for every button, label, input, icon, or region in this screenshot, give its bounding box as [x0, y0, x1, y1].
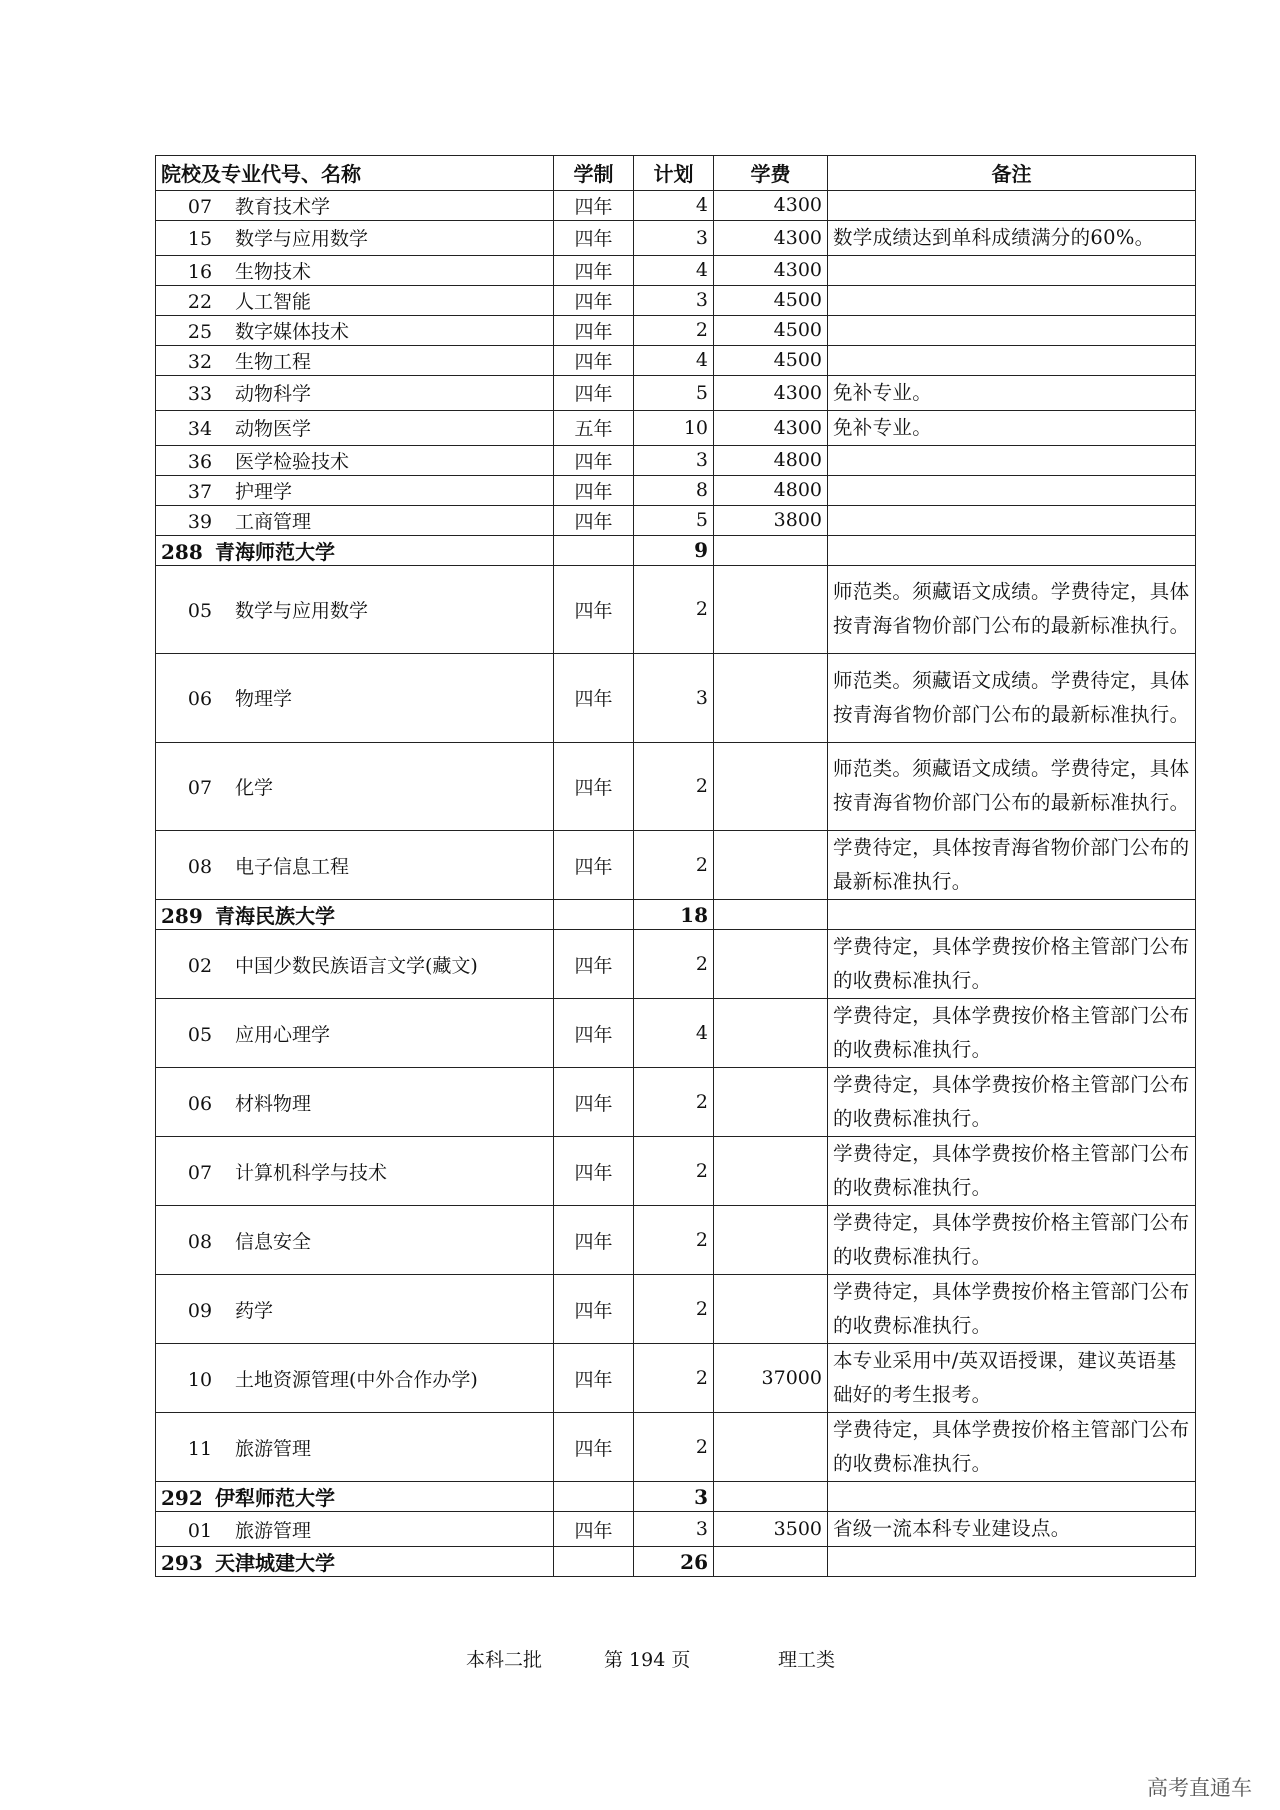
cell-name	[156, 505, 554, 535]
cell-fee	[714, 535, 828, 565]
school-row	[156, 900, 1196, 930]
cell-duration: 四年	[554, 475, 634, 505]
major-code: 06	[187, 1092, 213, 1115]
table-body	[156, 190, 1196, 1577]
cell-name	[156, 930, 554, 999]
cell-note	[828, 1547, 1196, 1577]
cell-fee: 4300	[714, 255, 828, 285]
cell-fee	[714, 831, 828, 900]
major-name: 生物工程	[235, 350, 312, 373]
cell-name	[156, 375, 554, 410]
footer-category: 理工类	[778, 1649, 836, 1671]
major-code: 07	[187, 195, 213, 218]
cell-plan: 10	[634, 410, 714, 445]
cell-duration: 四年	[554, 831, 634, 900]
cell-fee	[714, 900, 828, 930]
cell-fee	[714, 1275, 828, 1344]
cell-duration: 四年	[554, 1413, 634, 1482]
school-row	[156, 1547, 1196, 1577]
school-code: 293	[161, 1551, 203, 1575]
major-code: 09	[187, 1299, 213, 1322]
cell-duration: 四年	[554, 742, 634, 831]
cell-plan: 4	[634, 999, 714, 1068]
major-name: 动物医学	[235, 418, 312, 440]
cell-fee	[714, 1413, 828, 1482]
major-row	[156, 220, 1196, 255]
major-row	[156, 445, 1196, 475]
cell-note: 学费待定，具体学费按价格主管部门公布的收费标准执行。	[828, 1137, 1196, 1206]
cell-note: 免补专业。	[828, 375, 1196, 410]
cell-duration: 四年	[554, 190, 634, 220]
cell-note: 师范类。须藏语文成绩。学费待定，具体按青海省物价部门公布的最新标准执行。	[828, 742, 1196, 831]
cell-name	[156, 831, 554, 900]
cell-fee: 4300	[714, 220, 828, 255]
cell-duration: 四年	[554, 565, 634, 654]
cell-fee	[714, 1068, 828, 1137]
cell-duration: 四年	[554, 654, 634, 743]
cell-name	[156, 1413, 554, 1482]
cell-plan: 3	[634, 220, 714, 255]
major-row	[156, 410, 1196, 445]
major-name: 护理学	[235, 480, 293, 503]
cell-name	[156, 475, 554, 505]
major-name: 旅游管理	[235, 1437, 312, 1460]
school-row	[156, 1482, 1196, 1512]
major-code: 34	[187, 418, 213, 440]
cell-duration	[554, 900, 634, 930]
cell-duration: 四年	[554, 1206, 634, 1275]
cell-plan: 8	[634, 475, 714, 505]
cell-name	[156, 742, 554, 831]
cell-name	[156, 315, 554, 345]
header-name: 院校及专业代号、名称	[156, 156, 554, 191]
major-name: 医学检验技术	[235, 450, 350, 473]
cell-note	[828, 190, 1196, 220]
major-name: 动物科学	[235, 383, 312, 405]
footer-page-number: 第 194 页	[604, 1649, 691, 1671]
cell-fee: 4300	[714, 190, 828, 220]
cell-duration: 四年	[554, 930, 634, 999]
cell-duration: 四年	[554, 505, 634, 535]
cell-duration: 四年	[554, 1344, 634, 1413]
page-footer	[0, 1645, 1280, 1675]
school-row	[156, 535, 1196, 565]
cell-plan: 2	[634, 742, 714, 831]
cell-plan: 3	[634, 1512, 714, 1547]
cell-name	[156, 1068, 554, 1137]
major-row	[156, 999, 1196, 1068]
major-row	[156, 1275, 1196, 1344]
major-name: 药学	[235, 1299, 274, 1322]
major-name: 化学	[235, 776, 274, 799]
school-name: 青海师范大学	[215, 539, 335, 564]
cell-fee: 4300	[714, 410, 828, 445]
cell-name	[156, 1547, 554, 1577]
major-name: 信息安全	[235, 1230, 312, 1253]
major-row	[156, 505, 1196, 535]
cell-plan: 3	[634, 1482, 714, 1512]
cell-fee: 4500	[714, 315, 828, 345]
cell-note: 学费待定，具体按青海省物价部门公布的最新标准执行。	[828, 831, 1196, 900]
cell-plan: 5	[634, 375, 714, 410]
table-header-row	[156, 156, 1196, 191]
cell-note: 本专业采用中/英双语授课，建议英语基础好的考生报考。	[828, 1344, 1196, 1413]
cell-note	[828, 535, 1196, 565]
cell-fee	[714, 1206, 828, 1275]
school-code: 292	[161, 1486, 203, 1510]
cell-plan: 2	[634, 315, 714, 345]
cell-name	[156, 900, 554, 930]
major-code: 36	[187, 450, 213, 473]
major-name: 应用心理学	[235, 1023, 331, 1046]
major-row	[156, 565, 1196, 654]
major-code: 11	[187, 1437, 213, 1460]
cell-note	[828, 255, 1196, 285]
cell-plan: 2	[634, 1344, 714, 1413]
cell-name	[156, 654, 554, 743]
major-code: 02	[187, 954, 213, 977]
cell-note: 数学成绩达到单科成绩满分的60%。	[828, 220, 1196, 255]
cell-note: 学费待定，具体学费按价格主管部门公布的收费标准执行。	[828, 1206, 1196, 1275]
cell-plan: 26	[634, 1547, 714, 1577]
cell-fee	[714, 1137, 828, 1206]
cell-fee: 3500	[714, 1512, 828, 1547]
cell-fee: 4300	[714, 375, 828, 410]
major-code: 08	[187, 1230, 213, 1253]
cell-fee: 4500	[714, 285, 828, 315]
major-code: 07	[187, 1161, 213, 1184]
school-name: 天津城建大学	[215, 1551, 335, 1575]
cell-plan: 2	[634, 1206, 714, 1275]
cell-name	[156, 565, 554, 654]
cell-fee: 37000	[714, 1344, 828, 1413]
major-name: 计算机科学与技术	[235, 1161, 388, 1184]
cell-note: 学费待定，具体学费按价格主管部门公布的收费标准执行。	[828, 1413, 1196, 1482]
major-code: 15	[187, 228, 213, 250]
cell-fee	[714, 742, 828, 831]
major-row	[156, 930, 1196, 999]
major-name: 数学与应用数学	[235, 228, 369, 250]
school-name: 青海民族大学	[215, 904, 335, 928]
cell-plan: 3	[634, 654, 714, 743]
cell-plan: 2	[634, 831, 714, 900]
cell-duration: 五年	[554, 410, 634, 445]
cell-fee: 4800	[714, 475, 828, 505]
cell-note: 免补专业。	[828, 410, 1196, 445]
cell-name	[156, 535, 554, 565]
major-row	[156, 1068, 1196, 1137]
major-name: 工商管理	[235, 510, 312, 533]
cell-name	[156, 999, 554, 1068]
major-row	[156, 285, 1196, 315]
cell-plan: 2	[634, 1413, 714, 1482]
cell-duration: 四年	[554, 345, 634, 375]
cell-note: 学费待定，具体学费按价格主管部门公布的收费标准执行。	[828, 1068, 1196, 1137]
cell-duration: 四年	[554, 445, 634, 475]
major-code: 22	[187, 290, 213, 313]
cell-duration	[554, 1482, 634, 1512]
cell-fee	[714, 999, 828, 1068]
cell-plan: 4	[634, 345, 714, 375]
cell-plan: 3	[634, 445, 714, 475]
cell-note: 学费待定，具体学费按价格主管部门公布的收费标准执行。	[828, 1275, 1196, 1344]
major-code: 16	[187, 260, 213, 283]
watermark-brand: 高考直通车	[1147, 1776, 1252, 1800]
cell-duration: 四年	[554, 1137, 634, 1206]
cell-plan: 18	[634, 900, 714, 930]
cell-note	[828, 900, 1196, 930]
cell-name	[156, 190, 554, 220]
major-code: 01	[187, 1519, 213, 1542]
cell-plan: 5	[634, 505, 714, 535]
major-code: 32	[187, 350, 213, 373]
cell-duration	[554, 535, 634, 565]
cell-name	[156, 410, 554, 445]
cell-duration: 四年	[554, 1512, 634, 1547]
cell-name	[156, 1206, 554, 1275]
cell-duration	[554, 1547, 634, 1577]
cell-plan: 2	[634, 1137, 714, 1206]
cell-note: 省级一流本科专业建设点。	[828, 1512, 1196, 1547]
cell-duration: 四年	[554, 255, 634, 285]
cell-note: 师范类。须藏语文成绩。学费待定，具体按青海省物价部门公布的最新标准执行。	[828, 654, 1196, 743]
cell-name	[156, 220, 554, 255]
cell-name	[156, 1275, 554, 1344]
major-code: 25	[187, 320, 213, 343]
cell-fee	[714, 1482, 828, 1512]
cell-plan: 9	[634, 535, 714, 565]
cell-duration: 四年	[554, 315, 634, 345]
major-row	[156, 345, 1196, 375]
cell-fee: 3800	[714, 505, 828, 535]
school-name: 伊犁师范大学	[215, 1486, 335, 1510]
major-code: 39	[187, 510, 213, 533]
cell-note	[828, 345, 1196, 375]
major-row	[156, 1137, 1196, 1206]
cell-duration: 四年	[554, 375, 634, 410]
cell-note	[828, 505, 1196, 535]
major-name: 教育技术学	[235, 195, 331, 218]
major-row	[156, 742, 1196, 831]
major-row	[156, 375, 1196, 410]
major-name: 人工智能	[235, 290, 312, 313]
cell-note: 学费待定，具体学费按价格主管部门公布的收费标准执行。	[828, 930, 1196, 999]
header-note: 备注	[828, 156, 1196, 191]
major-name: 生物技术	[235, 260, 312, 283]
cell-note	[828, 475, 1196, 505]
cell-note	[828, 1482, 1196, 1512]
major-code: 05	[187, 1023, 213, 1046]
header-fee: 学费	[714, 156, 828, 191]
cell-fee: 4500	[714, 345, 828, 375]
major-name: 电子信息工程	[235, 855, 350, 878]
major-row	[156, 255, 1196, 285]
header-plan: 计划	[634, 156, 714, 191]
cell-name	[156, 1482, 554, 1512]
school-code: 288	[161, 539, 203, 564]
major-name: 中国少数民族语言文学(藏文)	[235, 954, 478, 977]
cell-name	[156, 285, 554, 315]
header-duration: 学制	[554, 156, 634, 191]
cell-note	[828, 315, 1196, 345]
cell-plan: 4	[634, 255, 714, 285]
major-name: 数学与应用数学	[235, 599, 369, 622]
enrollment-table	[155, 155, 1196, 1577]
major-name: 物理学	[235, 688, 293, 711]
cell-duration: 四年	[554, 220, 634, 255]
school-code: 289	[161, 904, 203, 928]
cell-duration: 四年	[554, 1068, 634, 1137]
major-name: 土地资源管理(中外合作办学)	[235, 1368, 478, 1391]
major-row	[156, 475, 1196, 505]
cell-duration: 四年	[554, 999, 634, 1068]
major-code: 10	[187, 1368, 213, 1391]
major-row	[156, 1206, 1196, 1275]
cell-plan: 2	[634, 1275, 714, 1344]
major-row	[156, 190, 1196, 220]
major-name: 数字媒体技术	[235, 320, 350, 343]
cell-plan: 2	[634, 930, 714, 999]
cell-name	[156, 255, 554, 285]
cell-fee	[714, 930, 828, 999]
major-code: 05	[187, 599, 213, 622]
cell-duration: 四年	[554, 285, 634, 315]
cell-note: 学费待定，具体学费按价格主管部门公布的收费标准执行。	[828, 999, 1196, 1068]
major-code: 07	[187, 776, 213, 799]
major-code: 06	[187, 688, 213, 711]
footer-batch: 本科二批	[466, 1649, 543, 1671]
major-row	[156, 1512, 1196, 1547]
major-code: 37	[187, 480, 213, 503]
cell-fee: 4800	[714, 445, 828, 475]
cell-plan: 4	[634, 190, 714, 220]
cell-note: 师范类。须藏语文成绩。学费待定，具体按青海省物价部门公布的最新标准执行。	[828, 565, 1196, 654]
cell-name	[156, 345, 554, 375]
major-code: 08	[187, 855, 213, 878]
major-row	[156, 1344, 1196, 1413]
cell-fee	[714, 654, 828, 743]
cell-name	[156, 1512, 554, 1547]
cell-duration: 四年	[554, 1275, 634, 1344]
cell-note	[828, 285, 1196, 315]
major-name: 材料物理	[235, 1092, 312, 1115]
cell-fee	[714, 1547, 828, 1577]
cell-plan: 3	[634, 285, 714, 315]
cell-name	[156, 1344, 554, 1413]
major-name: 旅游管理	[235, 1519, 312, 1542]
cell-name	[156, 1137, 554, 1206]
major-row	[156, 315, 1196, 345]
cell-name	[156, 445, 554, 475]
cell-fee	[714, 565, 828, 654]
cell-plan: 2	[634, 1068, 714, 1137]
major-row	[156, 654, 1196, 743]
major-row	[156, 1413, 1196, 1482]
cell-note	[828, 445, 1196, 475]
cell-plan: 2	[634, 565, 714, 654]
major-row	[156, 831, 1196, 900]
major-code: 33	[187, 383, 213, 405]
